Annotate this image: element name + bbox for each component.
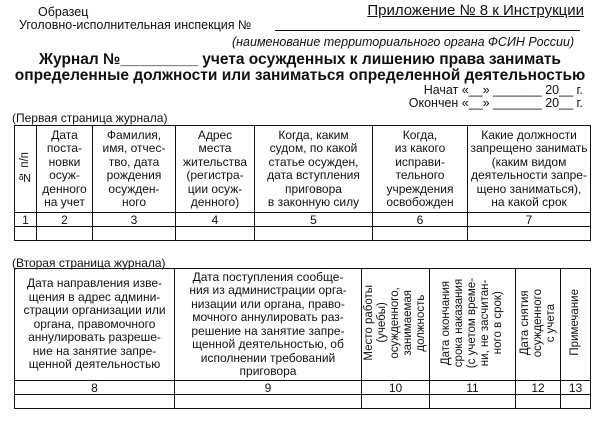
table-row — [15, 395, 591, 409]
table-row — [15, 227, 591, 241]
column-number: 5 — [255, 213, 373, 227]
table-cell[interactable] — [373, 227, 468, 241]
table-cell[interactable] — [430, 395, 516, 409]
column-number: 13 — [561, 381, 591, 395]
table-header-row — [15, 126, 591, 213]
column-number: 12 — [516, 381, 561, 395]
column-number: 9 — [175, 381, 362, 395]
header-cell-workplace: Место работы (учебы) осужденного, занимаемая должность — [362, 269, 430, 381]
table-cell[interactable] — [93, 227, 176, 241]
header-cell-full-name: Фамилия, имя, отчес- тво, дата рождения осужден- ного — [93, 126, 176, 213]
column-number: 7 — [468, 213, 591, 227]
table-cell[interactable] — [362, 395, 430, 409]
table-cell[interactable] — [516, 395, 561, 409]
table-cell[interactable] — [468, 227, 591, 241]
journal-title-line2: определенные должности или заниматься определенной деятельностью — [14, 67, 586, 84]
page2-caption: (Вторая страница журнала) — [12, 256, 166, 270]
journal-title-line1: Журнал №_________ учета осужденных к лишению права занимать — [39, 51, 561, 68]
table-cell[interactable] — [15, 395, 175, 409]
journal-table-page1 — [14, 125, 591, 241]
table-cell[interactable] — [15, 227, 37, 241]
table-header-row — [15, 269, 591, 381]
column-number: 4 — [176, 213, 255, 227]
column-number-row — [15, 381, 591, 395]
table-cell[interactable] — [175, 395, 362, 409]
column-number: 11 — [430, 381, 516, 395]
journal-table-page2 — [14, 268, 591, 409]
column-number-row — [15, 213, 591, 227]
header-cell-number: № п/п — [15, 126, 37, 213]
ended-date: Окончен «__» _______ 20__ г. — [408, 96, 583, 110]
page1-caption: (Первая страница журнала) — [12, 111, 168, 125]
column-number: 10 — [362, 381, 430, 395]
table-cell[interactable] — [561, 395, 591, 409]
header-cell-release: Когда, из какого исправи- тельного учреждения освобожден — [373, 126, 468, 213]
header-cell-note: Примечание — [561, 269, 591, 381]
column-number: 6 — [373, 213, 468, 227]
header-cell-prohibition: Какие должности запрещено занимать (каким видом деятельности запре- щено заниматься), на какой срок — [468, 126, 591, 213]
started-date: Начат «__» _______ 20__ г. — [423, 83, 583, 97]
table-cell[interactable] — [37, 227, 93, 241]
inspection-number-line — [275, 30, 580, 31]
column-number: 8 — [15, 381, 175, 395]
column-number: 3 — [93, 213, 176, 227]
table-cell[interactable] — [255, 227, 373, 241]
inspection-label: Уголовно-исполнительная инспекция № — [19, 18, 252, 32]
header-cell-notice-date: Дата направления изве- щения в адрес админи- страции организации или органа, правомочного аннулировать разреше- ние на занятие запре- щенной деятельностью — [15, 269, 175, 381]
sample-label: Образец — [38, 5, 89, 19]
column-number: 2 — [37, 213, 93, 227]
header-cell-sentence-end: Дата окончания срока наказания (с учетом време- ни, не засчитан- ного в срок) — [430, 269, 516, 381]
table-cell[interactable] — [176, 227, 255, 241]
appendix-heading: Приложение № 8 к Инструкции — [367, 2, 584, 19]
header-cell-deregistration: Дата снятия осужденного с учета — [516, 269, 561, 381]
header-cell-address: Адрес места жительства (регистра- ции осуж- денного) — [176, 126, 255, 213]
header-cell-response-date: Дата поступления сообще- ния из администрации орга- низации или органа, право- мочного аннулировать раз- решение на занятие запре- щенной деятельностью, об исполнении требований приговора — [175, 269, 362, 381]
header-cell-sentence: Когда, каким судом, по какой статье осужден, дата вступления приговора в законную силу — [255, 126, 373, 213]
column-number: 1 — [15, 213, 37, 227]
territorial-caption: (наименование территориального органа ФСИН России) — [232, 35, 575, 49]
header-cell-registration-date: Дата поста- новки осуж- денного на учет — [37, 126, 93, 213]
